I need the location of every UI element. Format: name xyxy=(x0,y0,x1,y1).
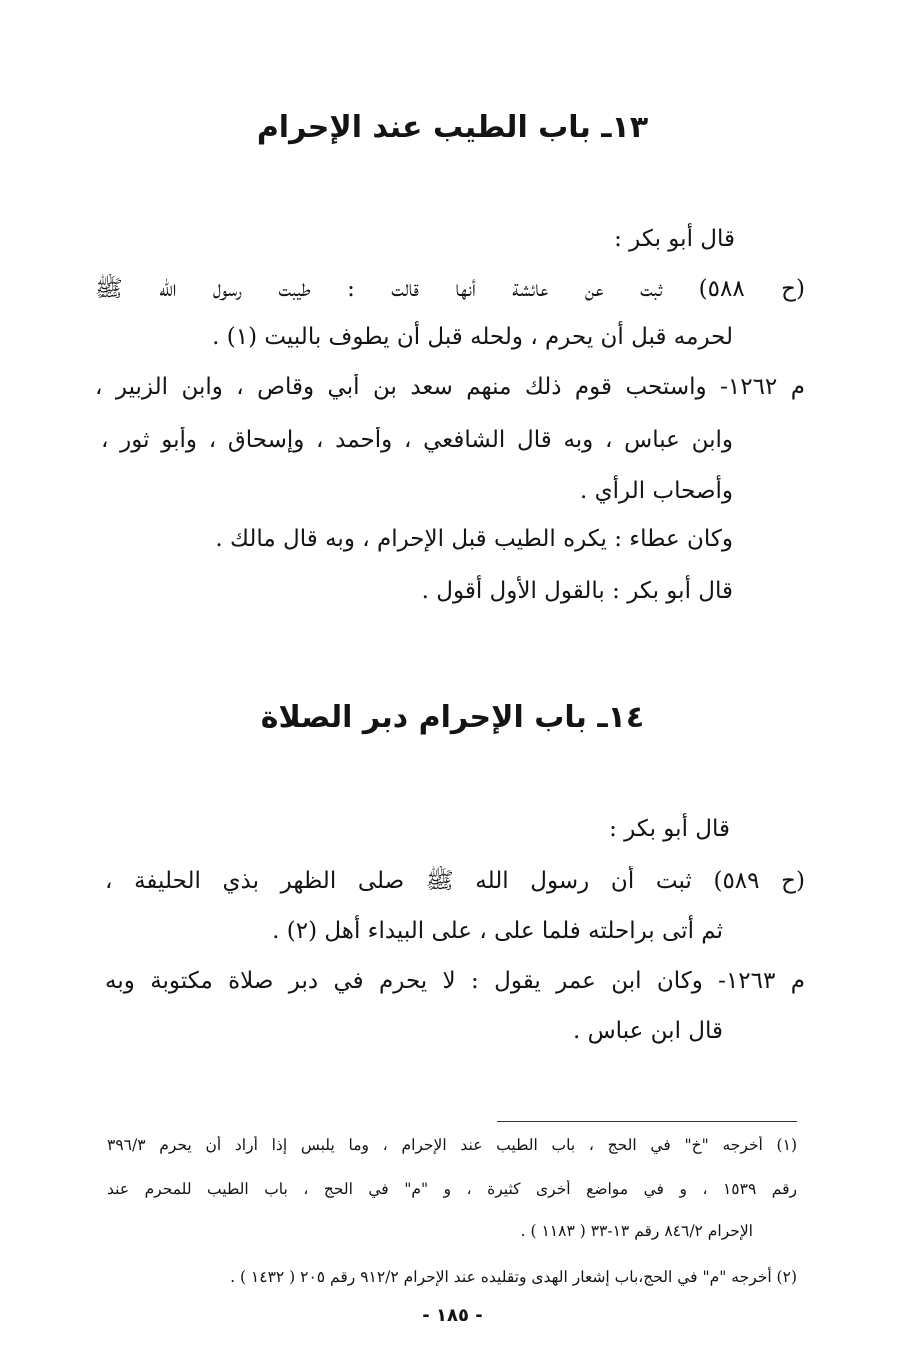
footnote-1-line-3: الإحرام ٨٤٦/٢ رقم ١٣-٣٣ ( ١١٨٣ ) . xyxy=(520,1222,753,1240)
masala-1262-line-1: م ١٢٦٢- واستحب قوم ذلك منهم سعد بن أبي وقاص ، وابن الزبير ، xyxy=(95,374,805,400)
section-13-intro: قال أبو بكر : xyxy=(614,226,735,252)
masala-1263-line-2: قال ابن عباس . xyxy=(572,1018,723,1044)
hadith-588-line-2: لحرمه قبل أن يحرم ، ولحله قبل أن يطوف بالبيت (١) . xyxy=(212,324,733,350)
masala-1263-line-1: م ١٢٦٣- وكان ابن عمر يقول : لا يحرم في دبر صلاة مكتوبة وبه xyxy=(105,968,805,994)
abu-bakr-opinion-line: قال أبو بكر : بالقول الأول أقول . xyxy=(421,578,733,604)
hadith-588-line-1: (ح ٥٨٨) ثبت عن عائشة أنها قالت : طيبت رسول الله ﷺ xyxy=(95,276,805,302)
footnote-1-line-1: (١) أخرجه "خ" في الحج ، باب الطيب عند الإحرام ، وما يلبس إذا أراد أن يحرم ٣٩٦/٣ xyxy=(107,1136,797,1154)
footnote-1-line-2: رقم ١٥٣٩ ، و في مواضع أخرى كثيرة ، و "م" في الحج ، باب الطيب للمحرم عند xyxy=(107,1180,797,1198)
section-13-heading: ١٣ـ باب الطيب عند الإحرام xyxy=(256,110,649,145)
masala-1262-line-3: وأصحاب الرأي . xyxy=(580,478,733,504)
page-number: - ١٨٥ - xyxy=(422,1305,483,1326)
footnote-separator xyxy=(497,1121,797,1122)
ata-opinion-line: وكان عطاء : يكره الطيب قبل الإحرام ، وبه قال مالك . xyxy=(215,526,733,552)
section-14-heading: ١٤ـ باب الإحرام دبر الصلاة xyxy=(260,700,645,735)
hadith-589-line-1: (ح ٥٨٩) ثبت أن رسول الله ﷺ صلى الظهر بذي الحليفة ، xyxy=(105,868,805,894)
footnote-2-line-1: (٢) أخرجه "م" في الحج،باب إشعار الهدى وتقليده عند الإحرام ٩١٢/٢ رقم ٢٠٥ ( ١٤٣٢ ) . xyxy=(230,1268,797,1286)
masala-1262-line-2: وابن عباس ، وبه قال الشافعي ، وأحمد ، وإسحاق ، وأبو ثور ، xyxy=(101,427,733,453)
section-14-intro: قال أبو بكر : xyxy=(609,816,730,842)
hadith-589-line-2: ثم أتى براحلته فلما على ، على البيداء أهل (٢) . xyxy=(272,918,723,944)
